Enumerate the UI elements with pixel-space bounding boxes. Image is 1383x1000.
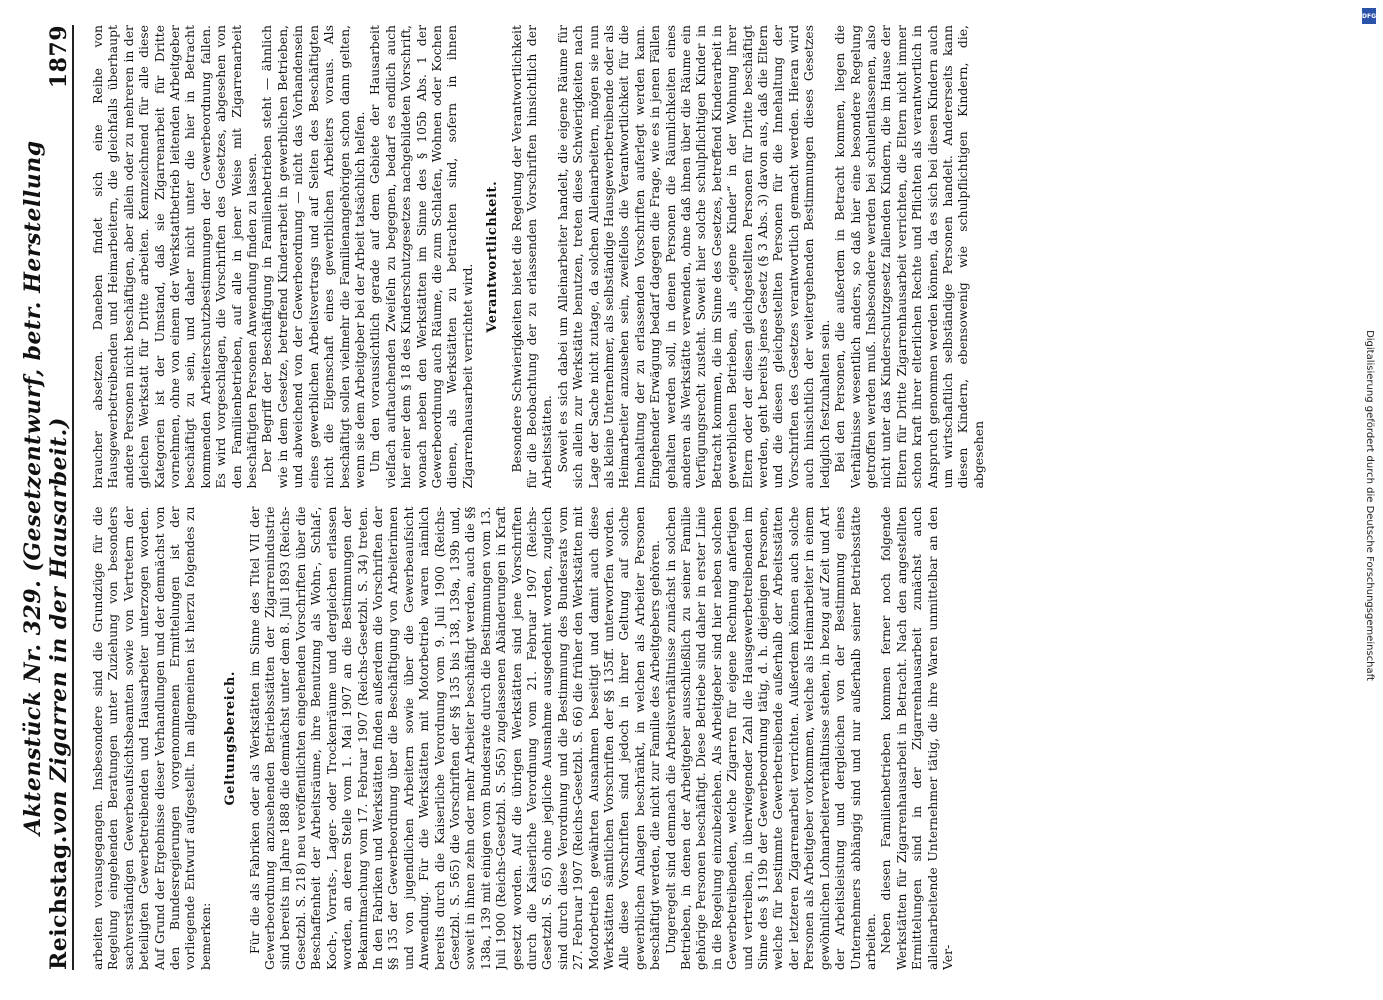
paragraph: Für die als Fabriken oder als Werkstätten im Sinne des Titel VII der Gewerbeordnung anzusehenden Betriebsstätten der Zigarrenindustrie sind bereits im Jahre 1888 die demnächst unter dem 8. Juli 1893 (Reichs-Gesetzbl. S. 218) neu veröffentlichten eingehenden Vorschriften über die Beschaffenheit der Arbeitsräume, ihre Benutzung als Wohn-, Schlaf-, Koch-, Vorrats-, Lager- oder Trockenräume und dergleichen erlassen worden, an deren Stelle vom 1. Mai 1907 an die Bestimmungen der Bekanntmachung vom 17. Februar 1907 (Reichs-Gesetzbl. S. 34) treten. In den Fabriken und Werkstätten finden außerdem die Vorschriften der §§ 135 der Gewerbeordnung über die Beschäftigung von Arbeiterinnen und von jugendlichen Arbeitern sowie über die Gewerbeaufsicht Anwendung. Für die Werkstätten mit Motorbetrieb waren nämlich bereits durch die Kaiserliche Verordnung vom 9. Juli 1900 (Reichs-Gesetzbl. S. 565) die Vorschriften der §§ 135 bis 138, 139a, 139b und, soweit in ihnen zehn oder mehr Arbeiter beschäftigt werden, auch die §§ 138a, 139 mit einigen vom Bundesrate durch die Bestimmungen vom 13. Juli 1900 (Reichs-Gesetzbl. S. 565) zugelassenen Abänderungen in Kraft gesetzt worden. Auf die übrigen Werkstätten sind jene Vorschriften durch die Kaiserliche Verordnung vom 21. Februar 1907 (Reichs-Gesetzbl. S. 65) ohne jegliche Ausnahme ausgedehnt worden, zugleich sind durch diese Verordnung und die Bestimmung des Bundesrats vom 27. Februar 1907 (Reichs-Gesetzbl. S. 66) die früher den Werkstätten mit Motorbetrieb gewährten Ausnahmen beseitigt und damit auch diese Werkstätten sämtlichen Vorschriften der §§ 135ff. unterworfen worden. Alle diese Vorschriften sind jedoch in ihrer Geltung auf solche gewerblichen Anlagen beschränkt, in welchen als Arbeiter Personen beschäftigt werden, die nicht zur Familie des Arbeitgebers gehören. xyxy=(246,506,663,970)
paragraph: Bei den Personen, die außerdem in Betracht kommen, liegen die Verhältnisse wesentlich anders, so daß hier eine besondere Regelung getroffen werden muß. Insbesondere werden bei schulentlassenen, also nicht unter das Kinderschutzgesetz fallenden Kindern, die im Hause der Eltern für Dritte Zigarrenhausarbeit verrichten, die Eltern nicht immer schon kraft ihrer elterlichen Rechte und Pflichten als verantwortlich in Anspruch genommen werden können, da es sich bei diesen Kindern auch um wirtschaftlich selbständige Personen handelt. Andererseits kann diesen Kindern, ebensowenig wie schulpflichtigen Kindern, die, abgesehen xyxy=(832,25,986,489)
paragraph: Besondere Schwierigkeiten bietet die Regelung der Verantwortlichkeit für die Beobachtung der zu erlassenden Vorschriften hinsichtlich der Arbeitsstätten. xyxy=(508,25,555,489)
paragraph: Neben diesen Familienbetrieben kommen ferner noch folgende Werkstätten für Zigarrenhausarbeit in Betracht. Nach den angestellten Ermittelungen sind in der Zigarrenhausarbeit zunächst auch alleinarbeitende Unternehmer tätig, die ihre Waren unmittelbar an den Ver- xyxy=(878,506,955,970)
paragraph: Um den voraussichtlich gerade auf dem Gebiete der Hausarbeit vielfach auftauchenden Zweifeln zu begegnen, bedarf es endlich auch hier einer dem § 18 des Kinderschutzgesetzes nachgebildeten Vorschrift, wonach neben den Werkstätten im Sinne des § 105b Abs. 1 der Gewerbeordnung auch Räume, die zum Schlafen, Wohnen oder Kochen dienen, als Werkstätten zu betrachten sind, sofern in ihnen Zigarrenhausarbeit verrichtet wird. xyxy=(367,25,475,489)
section-heading: Geltungsbereich. xyxy=(223,670,239,806)
paragraph: Ungeregelt sind demnach die Arbeitsverhältnisse zunächst in solchen Betrieben, in denen der Arbeitgeber ausschließlich zu seiner Familie gehörige Personen beschäftigt. Diese Betriebe sind daher in erster Linie in die Regelung einzubeziehen. Als Arbeitgeber sind hier neben solchen Gewerbetreibenden, welche Zigarren für eigene Rechnung anfertigen und vertreiben, in überwiegender Zahl die Hausgewerbetreibenden im Sinne des § 119b der Gewerbeordnung tätig, d. h. diejenigen Personen, welche für bestimmte Gewerbetreibende außerhalb der Arbeitsstätten der letzteren Zigarrenarbeit verrichten. Außerdem können auch solche Personen als Arbeitgeber vorkommen, welche als Heimarbeiter in einem gewöhnlichen Lohnarbeiterverhältnisse stehen, in bezug auf Zeit und Art der Arbeitsleistung und dergleichen von der Bestimmung eines Unternehmers abhängig sind und nur außerhalb seiner Betriebsstätte arbeiten. xyxy=(662,506,878,970)
text-columns xyxy=(90,25,1320,970)
dfg-logo: DFG xyxy=(1362,8,1376,24)
running-header xyxy=(20,25,74,970)
paragraph: braucher absetzen. Daneben findet sich eine Reihe von Hausgewerbetreibenden und Heimarbeitern, die gleichfalls überhaupt andere Personen nicht beschäftigen, aber allein oder zu mehreren in der gleichen Werkstatt für Dritte arbeiten. Kennzeichnend für alle diese Kategorien ist der Umstand, daß sie Zigarrenarbeit für Dritte vornehmen, ohne von einem der Werkstattbetrieb leitenden Arbeitgeber beschäftigt zu sein, und daher nicht unter die hier in Betracht kommenden Arbeiterschutzbestimmungen der Gewerbeordnung fallen. Es wird vorgeschlagen, die Vorschriften des Gesetzes, abgesehen von den Familienbetrieben, auf alle in jener Weise mit Zigarrenarbeit beschäftigten Personen Anwendung finden zu lassen. xyxy=(90,25,260,489)
header-title: Aktenstück Nr. 329. (Gesetzentwurf, betr. Herstellung von Zigarren in der Hausarbeit.) xyxy=(20,140,72,836)
header-page-number: 1879 xyxy=(46,25,72,89)
paragraph: arbeiten vorausgegangen. Insbesondere sind die Grundzüge für die Regelung eingehenden Beratungen unter Zuziehung von besonders sachverständigen Gewerbeaufsichtsbeamten sowie von Vertretern der beteiligten Gewerbetreibenden und Hausarbeiter unterzogen worden. Auf Grund der Ergebnisse dieser Verhandlungen und der demnächst von den Bundesregierungen vorgenommenen Ermittelungen ist der vorliegende Entwurf aufgestellt. Im allgemeinen ist hierzu folgendes zu bemerken: xyxy=(90,506,213,970)
digitization-credit: Digitalisierung gefördert durch die Deutsche Forschungsgemeinschaft xyxy=(1363,329,1375,681)
section-heading: Verantwortlichkeit. xyxy=(485,180,501,333)
text-column-right xyxy=(90,25,1320,489)
header-left: Reichstag. xyxy=(46,835,72,970)
text-column-left xyxy=(90,507,1320,971)
paragraph: Der Begriff der Beschäftigung in Familienbetrieben steht — ähnlich wie in dem Gesetze, betreffend Kinderarbeit in gewerblichen Betrieben, und abweichend von der Gewerbeordnung — nicht das Vorhandensein eines gewerblichen Arbeitsvertrags und auf Seiten des Beschäftigten nicht die Eigenschaft eines gewerblichen Arbeiters voraus. Als beschäftigt sollen vielmehr die Familienangehörigen schon dann gelten, wenn sie dem Arbeitgeber bei der Arbeit tatsächlich helfen. xyxy=(259,25,367,489)
paragraph: Soweit es sich dabei um Alleinarbeiter handelt, die eigene Räume für sich allein zur Werkstätte benutzen, treten diese Schwierigkeiten nach Lage der Sache nicht zutage, da solchen Alleinarbeitern, mögen sie nun als kleine Unternehmer, als selbständige Hausgewerbetreibende oder als Heimarbeiter anzusehen sein, zweifellos die Verantwortlichkeit für die Innehaltung der zu erlassenden Vorschriften auferlegt werden kann. Eingehender Erwägung bedarf dagegen die Frage, wie es in jenen Fällen gehalten werden soll, in denen Personen die Räumlichkeiten eines anderen als Werkstätte verwenden, ohne daß ihnen über die Räume ein Verfügungsrecht zusteht. Soweit hier solche schulpflichtigen Kinder in Betracht kommen, die im Sinne des Gesetzes, betreffend Kinderarbeit in gewerblichen Betrieben, als „eigene Kinder“ in der Wohnung ihrer Eltern oder der diesen gleichgestellten Personen für Dritte beschäftigt werden, geht bereits jenes Gesetz (§ 3 Abs. 3) davon aus, daß die Eltern und die diesen gleichgestellten Personen für die Innehaltung der Vorschriften des Gesetzes verantwortlich gemacht werden. Hieran wird auch hinsichtlich der weitergehenden Bestimmungen dieses Gesetzes lediglich festzuhalten sein. xyxy=(554,25,832,489)
